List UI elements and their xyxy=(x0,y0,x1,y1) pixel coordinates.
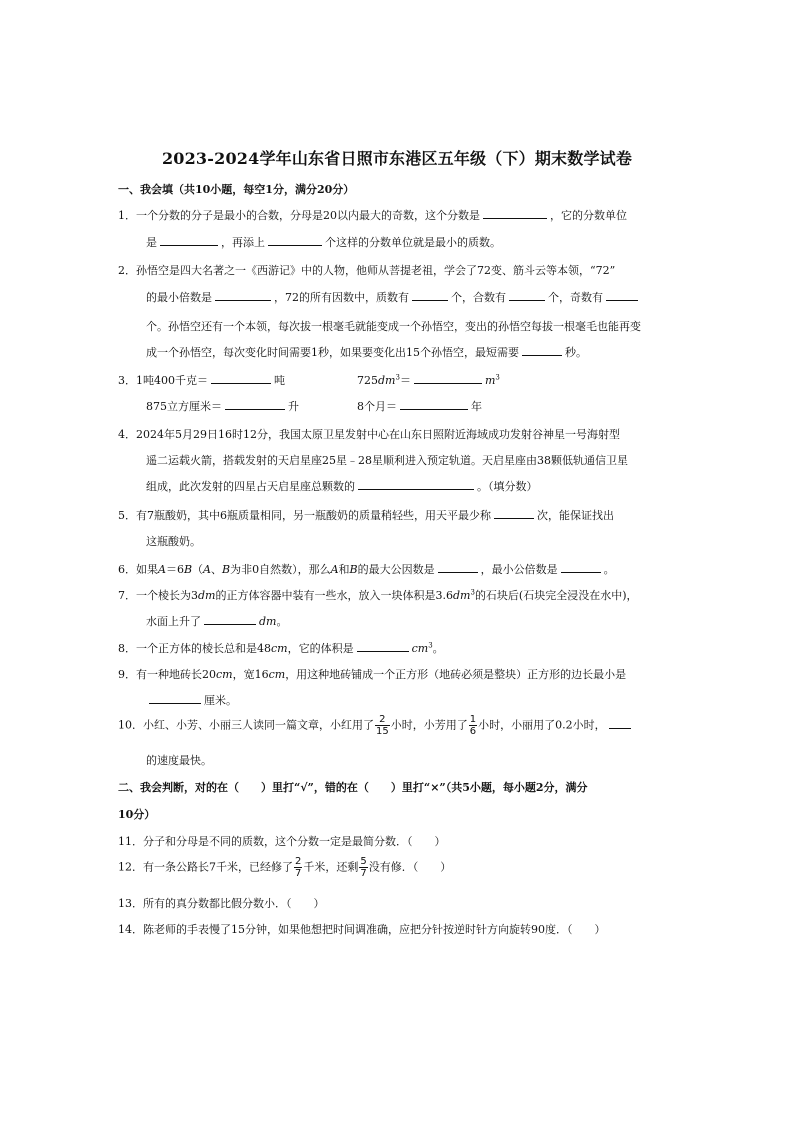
question-4-line-2 xyxy=(146,452,628,468)
q6-var-a2: A xyxy=(203,563,211,576)
question-7-line-1 xyxy=(118,587,638,603)
q12-fraction-1 xyxy=(294,856,302,879)
q8-text-a: 8．一个正方体的棱长总和是48 xyxy=(118,642,271,655)
q7-unit-3: dm xyxy=(259,615,277,628)
q10-f2-numerator: 1 xyxy=(469,714,477,725)
q10-text-b: 小时，小芳用了 xyxy=(390,718,468,732)
q8-exp: 3 xyxy=(428,641,433,650)
q8-text-b: ，它的体积是 xyxy=(287,642,354,655)
q7-text-b: 的正方体容器中装有一些水，放入一块体积是3.6 xyxy=(215,589,453,602)
q2-text-e: 个，奇数有 xyxy=(548,291,603,304)
q12-text-a: 12．有一条公路长7千米，已经修了 xyxy=(118,860,293,874)
q2-text-c: ，72的所有因数中，质数有 xyxy=(274,291,409,304)
q1-text-b: ，它的分数单位 xyxy=(550,209,627,222)
q8-blank-1[interactable] xyxy=(357,641,409,652)
q8-unit-1: cm xyxy=(271,642,288,655)
section-2-heading-line-2: 10分） xyxy=(118,808,156,821)
q12-f2-numerator: 5 xyxy=(360,856,367,867)
q2-text-h: 秒。 xyxy=(565,346,587,359)
question-8-line-1 xyxy=(118,640,444,656)
q7-text-e: 。 xyxy=(276,615,288,628)
q6-var-b3: B xyxy=(349,563,358,576)
q6-var-a1: A xyxy=(158,563,166,576)
q3-blank-2[interactable] xyxy=(414,373,482,384)
question-9-line-1 xyxy=(118,666,626,682)
q6-var-b1: B xyxy=(183,563,193,576)
q12-fraction-2 xyxy=(359,856,367,879)
question-2-line-3 xyxy=(146,318,641,334)
q2-text-f: 个。孙悟空还有一个本领，每次拔一根毫毛就能变成一个孙悟空，变出的孙悟空每拔一根毫毛也能再变 xyxy=(146,320,641,333)
q2-text-a: 2．孙悟空是四大名著之一《西游记》中的人物，他师从菩提老祖，学会了72变、筋斗云等本领，“72” xyxy=(118,264,616,277)
q3-unit-dm: dm xyxy=(378,374,396,387)
question-1-line-1 xyxy=(118,207,627,223)
q3-text-f: 升 xyxy=(288,400,299,413)
q10-fraction-1 xyxy=(375,714,390,737)
question-10-line-1 xyxy=(118,714,634,737)
question-11 xyxy=(118,833,446,849)
q10-blank-1[interactable] xyxy=(609,718,631,729)
question-4-line-3 xyxy=(146,478,538,494)
q4-text-c: 组成，此次发射的四星占天启星座总颗数的 xyxy=(146,480,355,493)
q3-text-h: 年 xyxy=(471,400,482,413)
q2-text-d: 个，合数有 xyxy=(451,291,506,304)
q9-text-a: 9．有一种地砖长20 xyxy=(118,668,216,681)
q6-blank-2[interactable] xyxy=(561,562,601,573)
q1-text-d: ，再添上 xyxy=(221,236,265,249)
q1-text-c: 是 xyxy=(146,236,157,249)
q3-text-eq: ＝ xyxy=(399,374,411,387)
q7-text-a: 7．一个棱长为3 xyxy=(118,589,198,602)
q9-text-c: ，用这种地砖铺成一个正方形（地砖必须是整块）正方形的边长最小是 xyxy=(285,668,627,681)
question-10-line-2 xyxy=(146,752,212,768)
q3-blank-1[interactable] xyxy=(211,373,271,384)
question-14 xyxy=(118,921,606,937)
q3-blank-3[interactable] xyxy=(225,399,285,410)
q3-text-g: 8个月＝ xyxy=(357,400,397,413)
q13-text: 13．所有的真分数都比假分数小．（ ） xyxy=(118,897,325,910)
q9-unit-2: cm xyxy=(268,668,286,681)
page-title: 2023-2024学年山东省日照市东港区五年级（下）期末数学试卷 xyxy=(161,149,633,168)
q12-text-b: 千米，还剩 xyxy=(303,860,359,874)
q11-text: 11．分子和分母是不同的质数，这个分数一定是最简分数．（ ） xyxy=(118,835,446,848)
q10-text-a: 10．小红、小芳、小丽三人读同一篇文章，小红用了 xyxy=(118,718,374,732)
q9-text-b: ，宽16 xyxy=(232,668,269,681)
question-2-line-4 xyxy=(146,344,587,360)
question-5-line-2 xyxy=(146,533,201,549)
q1-blank-3[interactable] xyxy=(268,235,322,246)
q6-text-g: ，最小公倍数是 xyxy=(480,563,558,576)
q2-blank-5[interactable] xyxy=(522,345,562,356)
q12-f1-numerator: 2 xyxy=(295,856,302,867)
q6-text-h: 。 xyxy=(603,563,615,576)
q3-exp-1: 3 xyxy=(395,373,400,382)
q7-unit-1: dm xyxy=(198,589,216,602)
q3-blank-4[interactable] xyxy=(400,399,468,410)
q6-text-eq: ＝6 xyxy=(165,563,184,576)
q12-text-c: 没有修．（ ） xyxy=(368,860,452,874)
q14-text: 14．陈老师的手表慢了15分钟，如果他想把时间调准确，应把分针按逆时针方向旋转90度．（ ） xyxy=(118,923,606,936)
question-12 xyxy=(118,856,451,879)
q6-text-b: （ xyxy=(192,563,204,576)
question-9-line-2 xyxy=(146,692,237,708)
q4-text-d: 。（填分数） xyxy=(477,480,538,493)
q4-blank-1[interactable] xyxy=(358,479,474,490)
q7-text-c: 的石块后(石块完全浸没在水中)， xyxy=(474,589,638,602)
q9-blank-1[interactable] xyxy=(149,693,201,704)
q10-fraction-2 xyxy=(469,714,477,737)
q6-var-b2: B xyxy=(222,563,231,576)
question-5-line-1 xyxy=(118,507,614,523)
q5-text-b: 次，能保证找出 xyxy=(537,509,614,522)
section-2-heading-line-1: 二、我会判断，对的在（ ）里打“√”，错的在（ ）里打“×”（共5小题，每小题2分，满分 xyxy=(118,781,588,794)
question-4-line-1 xyxy=(118,426,620,442)
q9-text-d: 厘米。 xyxy=(204,694,237,707)
q2-blank-3[interactable] xyxy=(509,290,545,301)
q7-unit-2: dm xyxy=(452,589,471,602)
section-1-heading: 一、我会填（共10小题，每空1分，满分20分） xyxy=(118,183,355,196)
q7-exp: 3 xyxy=(470,588,475,597)
question-3-line-2 xyxy=(146,398,299,414)
question-3-line-1b xyxy=(357,372,500,388)
q1-text-e: 个这样的分数单位就是最小的质数。 xyxy=(325,236,501,249)
q10-f2-denominator: 6 xyxy=(469,726,477,737)
q12-f2-denominator: 7 xyxy=(360,868,367,879)
q3-unit-m: m xyxy=(484,374,496,387)
q6-text-e: 和 xyxy=(338,563,350,576)
question-2-line-2 xyxy=(146,289,641,305)
question-7-line-2 xyxy=(146,613,287,629)
question-3-line-1 xyxy=(118,372,285,388)
q8-text-c: 。 xyxy=(432,642,444,655)
q6-text-a: 6．如果 xyxy=(118,563,158,576)
q10-text-c: 小时，小丽用了0.2小时， xyxy=(478,718,606,732)
q1-blank-2[interactable] xyxy=(160,235,218,246)
q5-blank-1[interactable] xyxy=(494,508,534,519)
q3-text-c: 725 xyxy=(357,374,378,387)
q1-blank-1[interactable] xyxy=(483,208,547,219)
q7-blank-1[interactable] xyxy=(204,614,256,625)
q7-text-d: 水面上升了 xyxy=(146,615,201,628)
question-1-line-2 xyxy=(146,234,501,250)
q10-f1-numerator: 2 xyxy=(375,714,390,726)
q5-text-a: 5．有7瓶酸奶，其中6瓶质量相同，另一瓶酸奶的质量稍轻些，用天平最少称 xyxy=(118,509,491,522)
q3-text-e: 875立方厘米＝ xyxy=(146,400,222,413)
question-3-line-2b xyxy=(357,398,482,414)
question-6-line-1 xyxy=(118,561,615,577)
q1-text-a: 1．一个分数的分子是最小的合数，分母是20以内最大的奇数，这个分数是 xyxy=(118,209,480,222)
question-13 xyxy=(118,895,325,911)
q12-f1-denominator: 7 xyxy=(295,868,302,879)
q6-text-c: 、 xyxy=(211,563,222,576)
q3-text-a: 3．1吨400千克＝ xyxy=(118,374,208,387)
q2-blank-4[interactable] xyxy=(606,290,638,301)
q2-blank-2[interactable] xyxy=(412,290,448,301)
q3-text-b: 吨 xyxy=(274,374,285,387)
q10-f1-denominator: 15 xyxy=(376,726,389,737)
q6-text-f: 的最大公因数是 xyxy=(357,563,435,576)
q6-var-a3: A xyxy=(330,563,339,576)
q2-text-g: 成一个孙悟空，每次变化时间需要1秒，如果要变化出15个孙悟空，最短需要 xyxy=(146,346,519,359)
q10-text-d: 的速度最快。 xyxy=(146,754,212,767)
q2-blank-1[interactable] xyxy=(215,290,271,301)
q8-unit-2: cm xyxy=(411,642,429,655)
q4-text-b: 遥二运载火箭，搭载发射的天启星座25星﹣28星顺利进入预定轨道。天启星座由38颗低轨通信卫星 xyxy=(146,454,628,467)
q3-exp-2: 3 xyxy=(495,373,500,382)
q9-unit-1: cm xyxy=(216,668,233,681)
q4-text-a: 4．2024年5月29日16时12分，我国太原卫星发射中心在山东日照附近海域成功发射谷神星一号海射型 xyxy=(118,428,620,441)
q2-text-b: 的最小倍数是 xyxy=(146,291,212,304)
q6-blank-1[interactable] xyxy=(438,562,478,573)
q5-text-c: 这瓶酸奶。 xyxy=(146,535,201,548)
q6-text-d: 为非0自然数），那么 xyxy=(230,563,331,576)
question-2-line-1 xyxy=(118,262,615,278)
